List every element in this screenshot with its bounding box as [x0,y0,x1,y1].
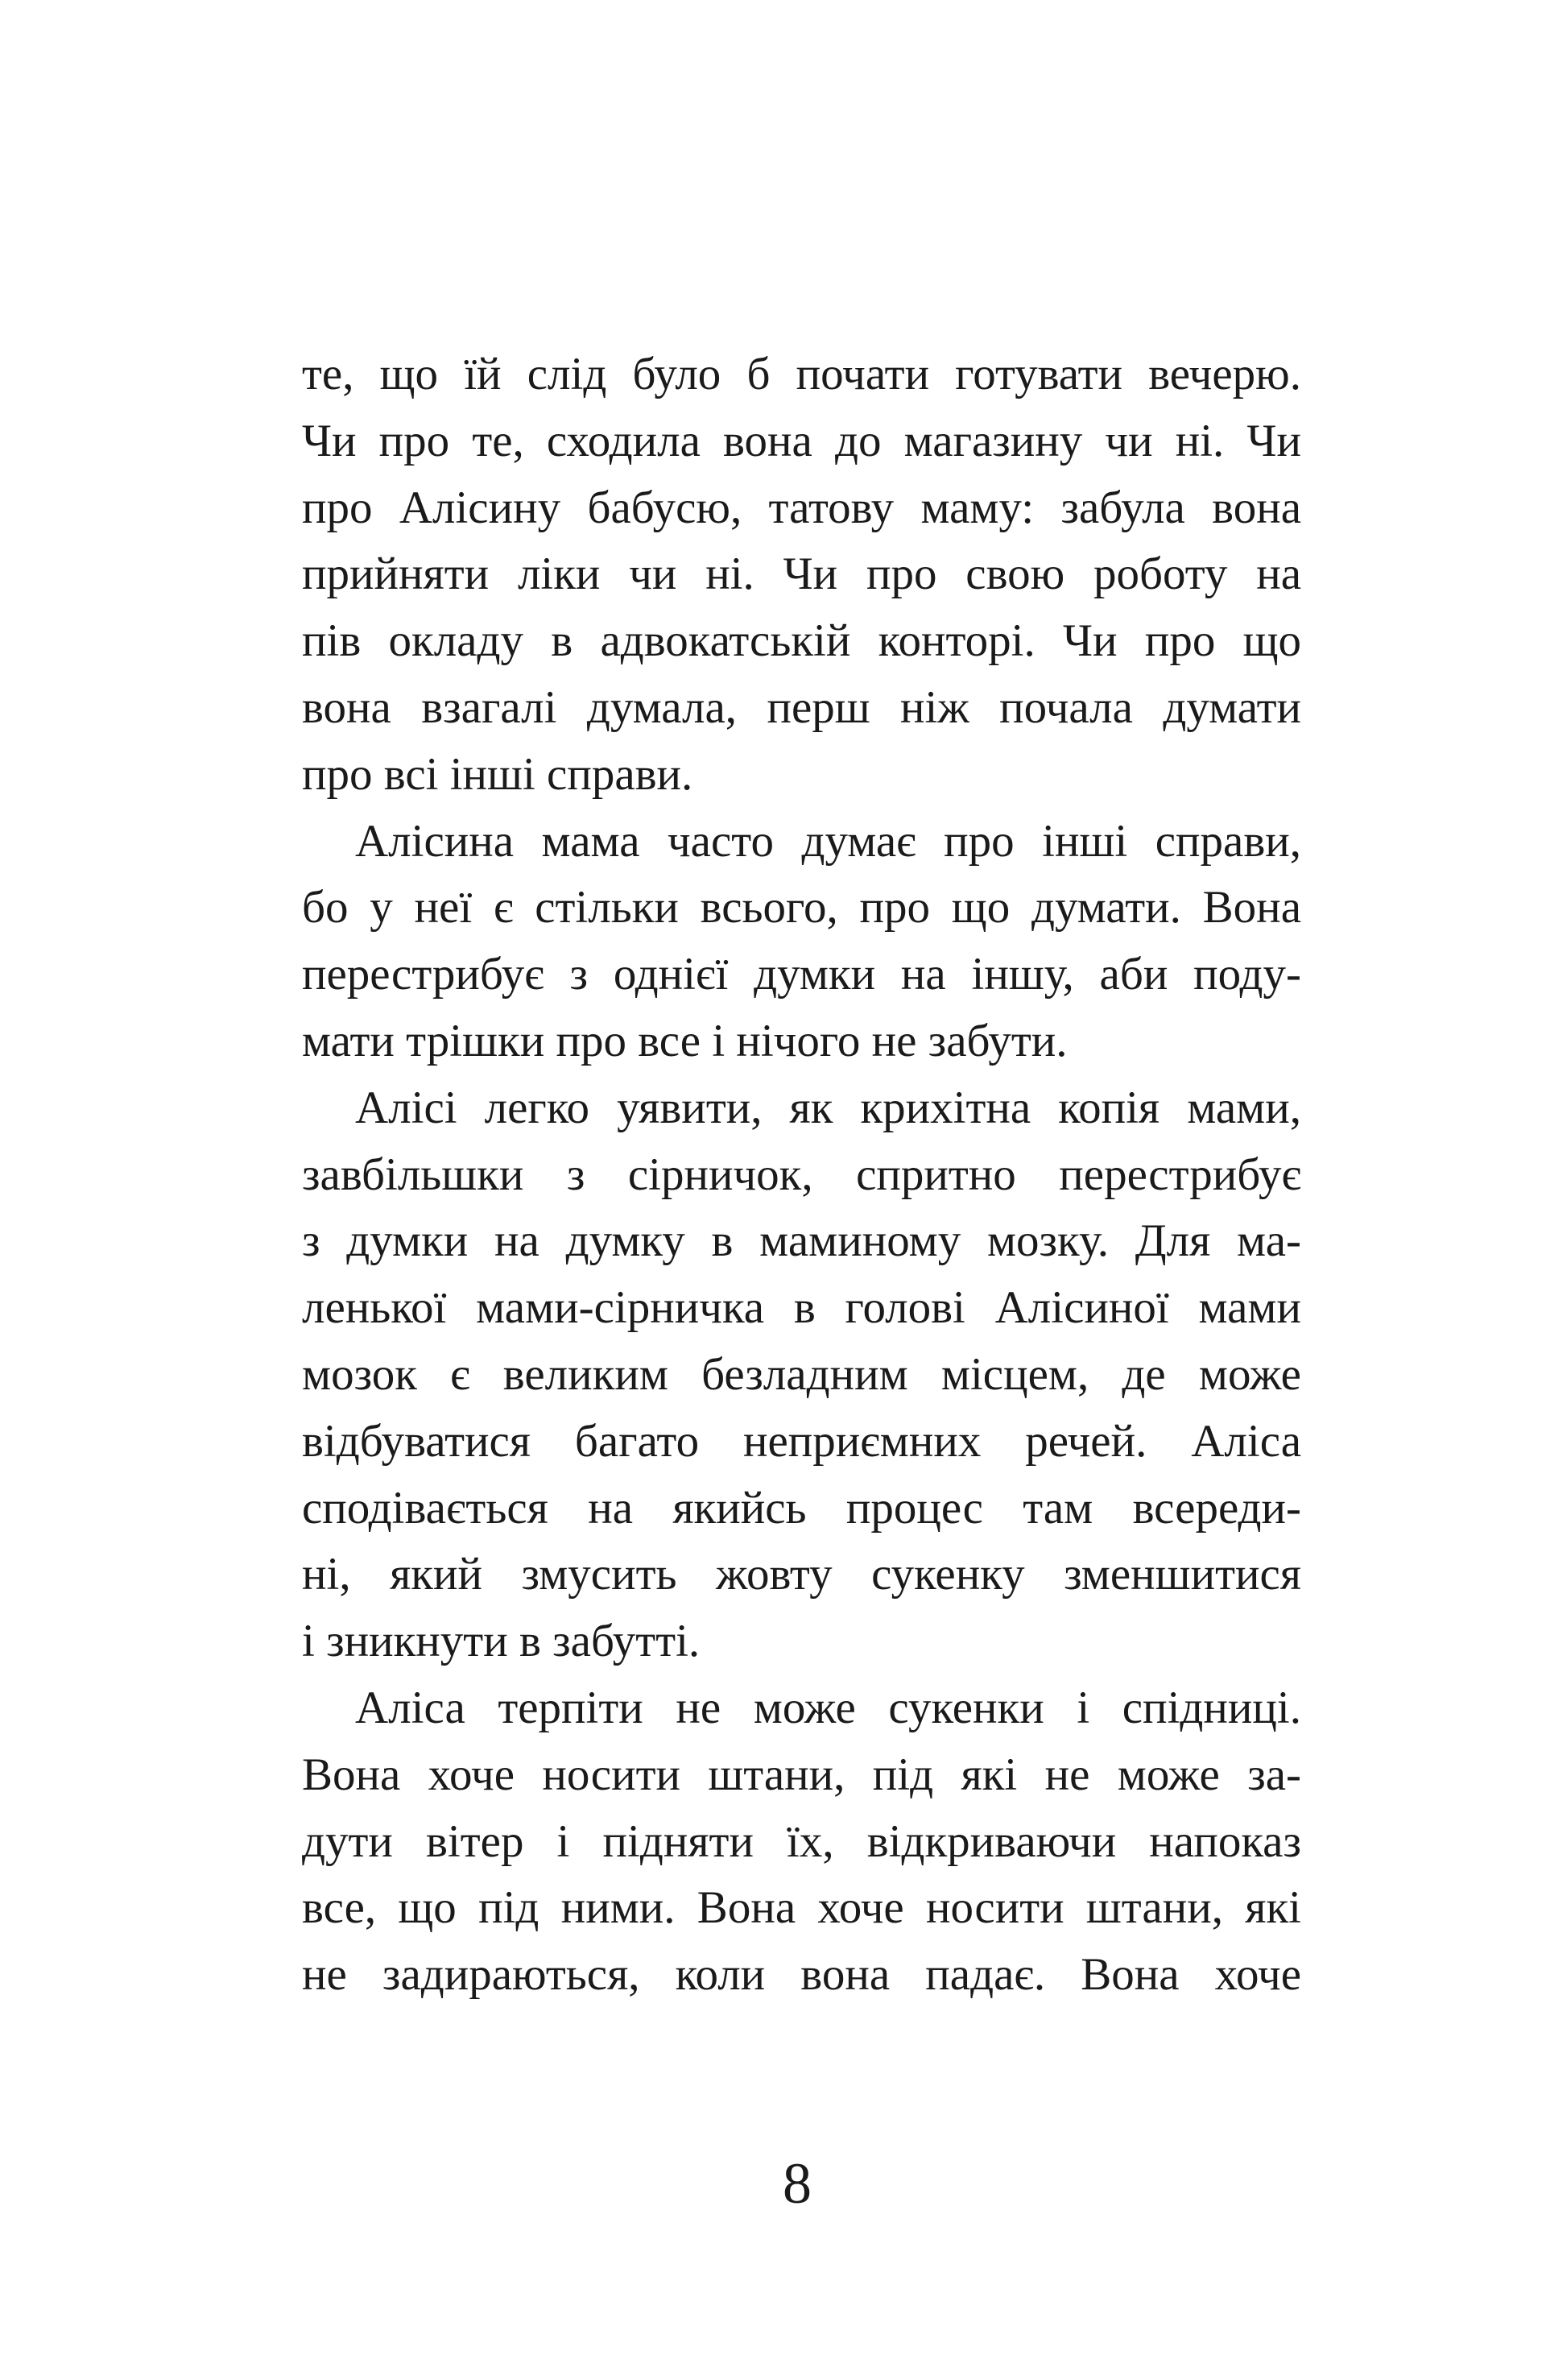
text-line: пів окладу в адвокатській конторі. Чи про що [302,615,1301,667]
text-line: відбуватися багато неприємних речей. Аліса [302,1415,1301,1467]
text-line: про всі інші справи. [302,748,693,800]
text-line: Алісі легко уявити, як крихітна копія мами, [355,1082,1301,1133]
text-line: Чи про те, сходила вона до магазину чи ні. Чи [302,415,1301,466]
text-line: завбільшки з сірничок, спритно перестрибує [302,1149,1301,1200]
text-line: вона взагалі думала, перш ніж почала думати [302,681,1301,733]
text-line: сподівається на якийсь процес там всереди- [302,1482,1301,1534]
text-line: ні, який змусить жовту сукенку зменшитися [302,1549,1301,1600]
paragraph [302,1675,1301,2009]
page-body-text [302,341,1301,2009]
text-line: Вона хоче носити штани, під які не може за- [302,1749,1301,1800]
text-line: не задираються, коли вона падає. Вона хоче [302,1949,1301,2001]
text-line: Алісина мама часто думає про інші справи, [355,815,1301,867]
paragraph [302,809,1301,1075]
text-line: Аліса терпіти не може сукенки і спідниці. [355,1682,1301,1733]
text-line: все, що під ними. Вона хоче носити штани, які [302,1882,1301,1934]
text-line: про Алісину бабусю, татову маму: забула вона [302,482,1301,533]
text-line: ленької мами-сірничка в голові Алісиної мами [302,1282,1301,1334]
page-number: 8 [783,2151,812,2216]
text-line: мати трішки про все і нічого не забути. [302,1015,1068,1066]
paragraph [302,341,1301,809]
text-line: мозок є великим безладним місцем, де може [302,1348,1301,1400]
text-line: дути вітер і підняти їх, відкриваючи напоказ [302,1815,1301,1867]
text-line: прийняти ліки чи ні. Чи про свою роботу на [302,548,1301,600]
paragraph [302,1075,1301,1675]
text-line: з думки на думку в маминому мозку. Для ма- [302,1215,1301,1267]
text-line: бо у неї є стільки всього, про що думати. Вона [302,882,1301,933]
text-line: перестрибує з однієї думки на іншу, аби поду- [302,949,1301,1000]
text-line: те, що їй слід було б почати готувати вечерю. [302,349,1301,399]
text-line: і зникнути в забутті. [302,1616,701,1667]
